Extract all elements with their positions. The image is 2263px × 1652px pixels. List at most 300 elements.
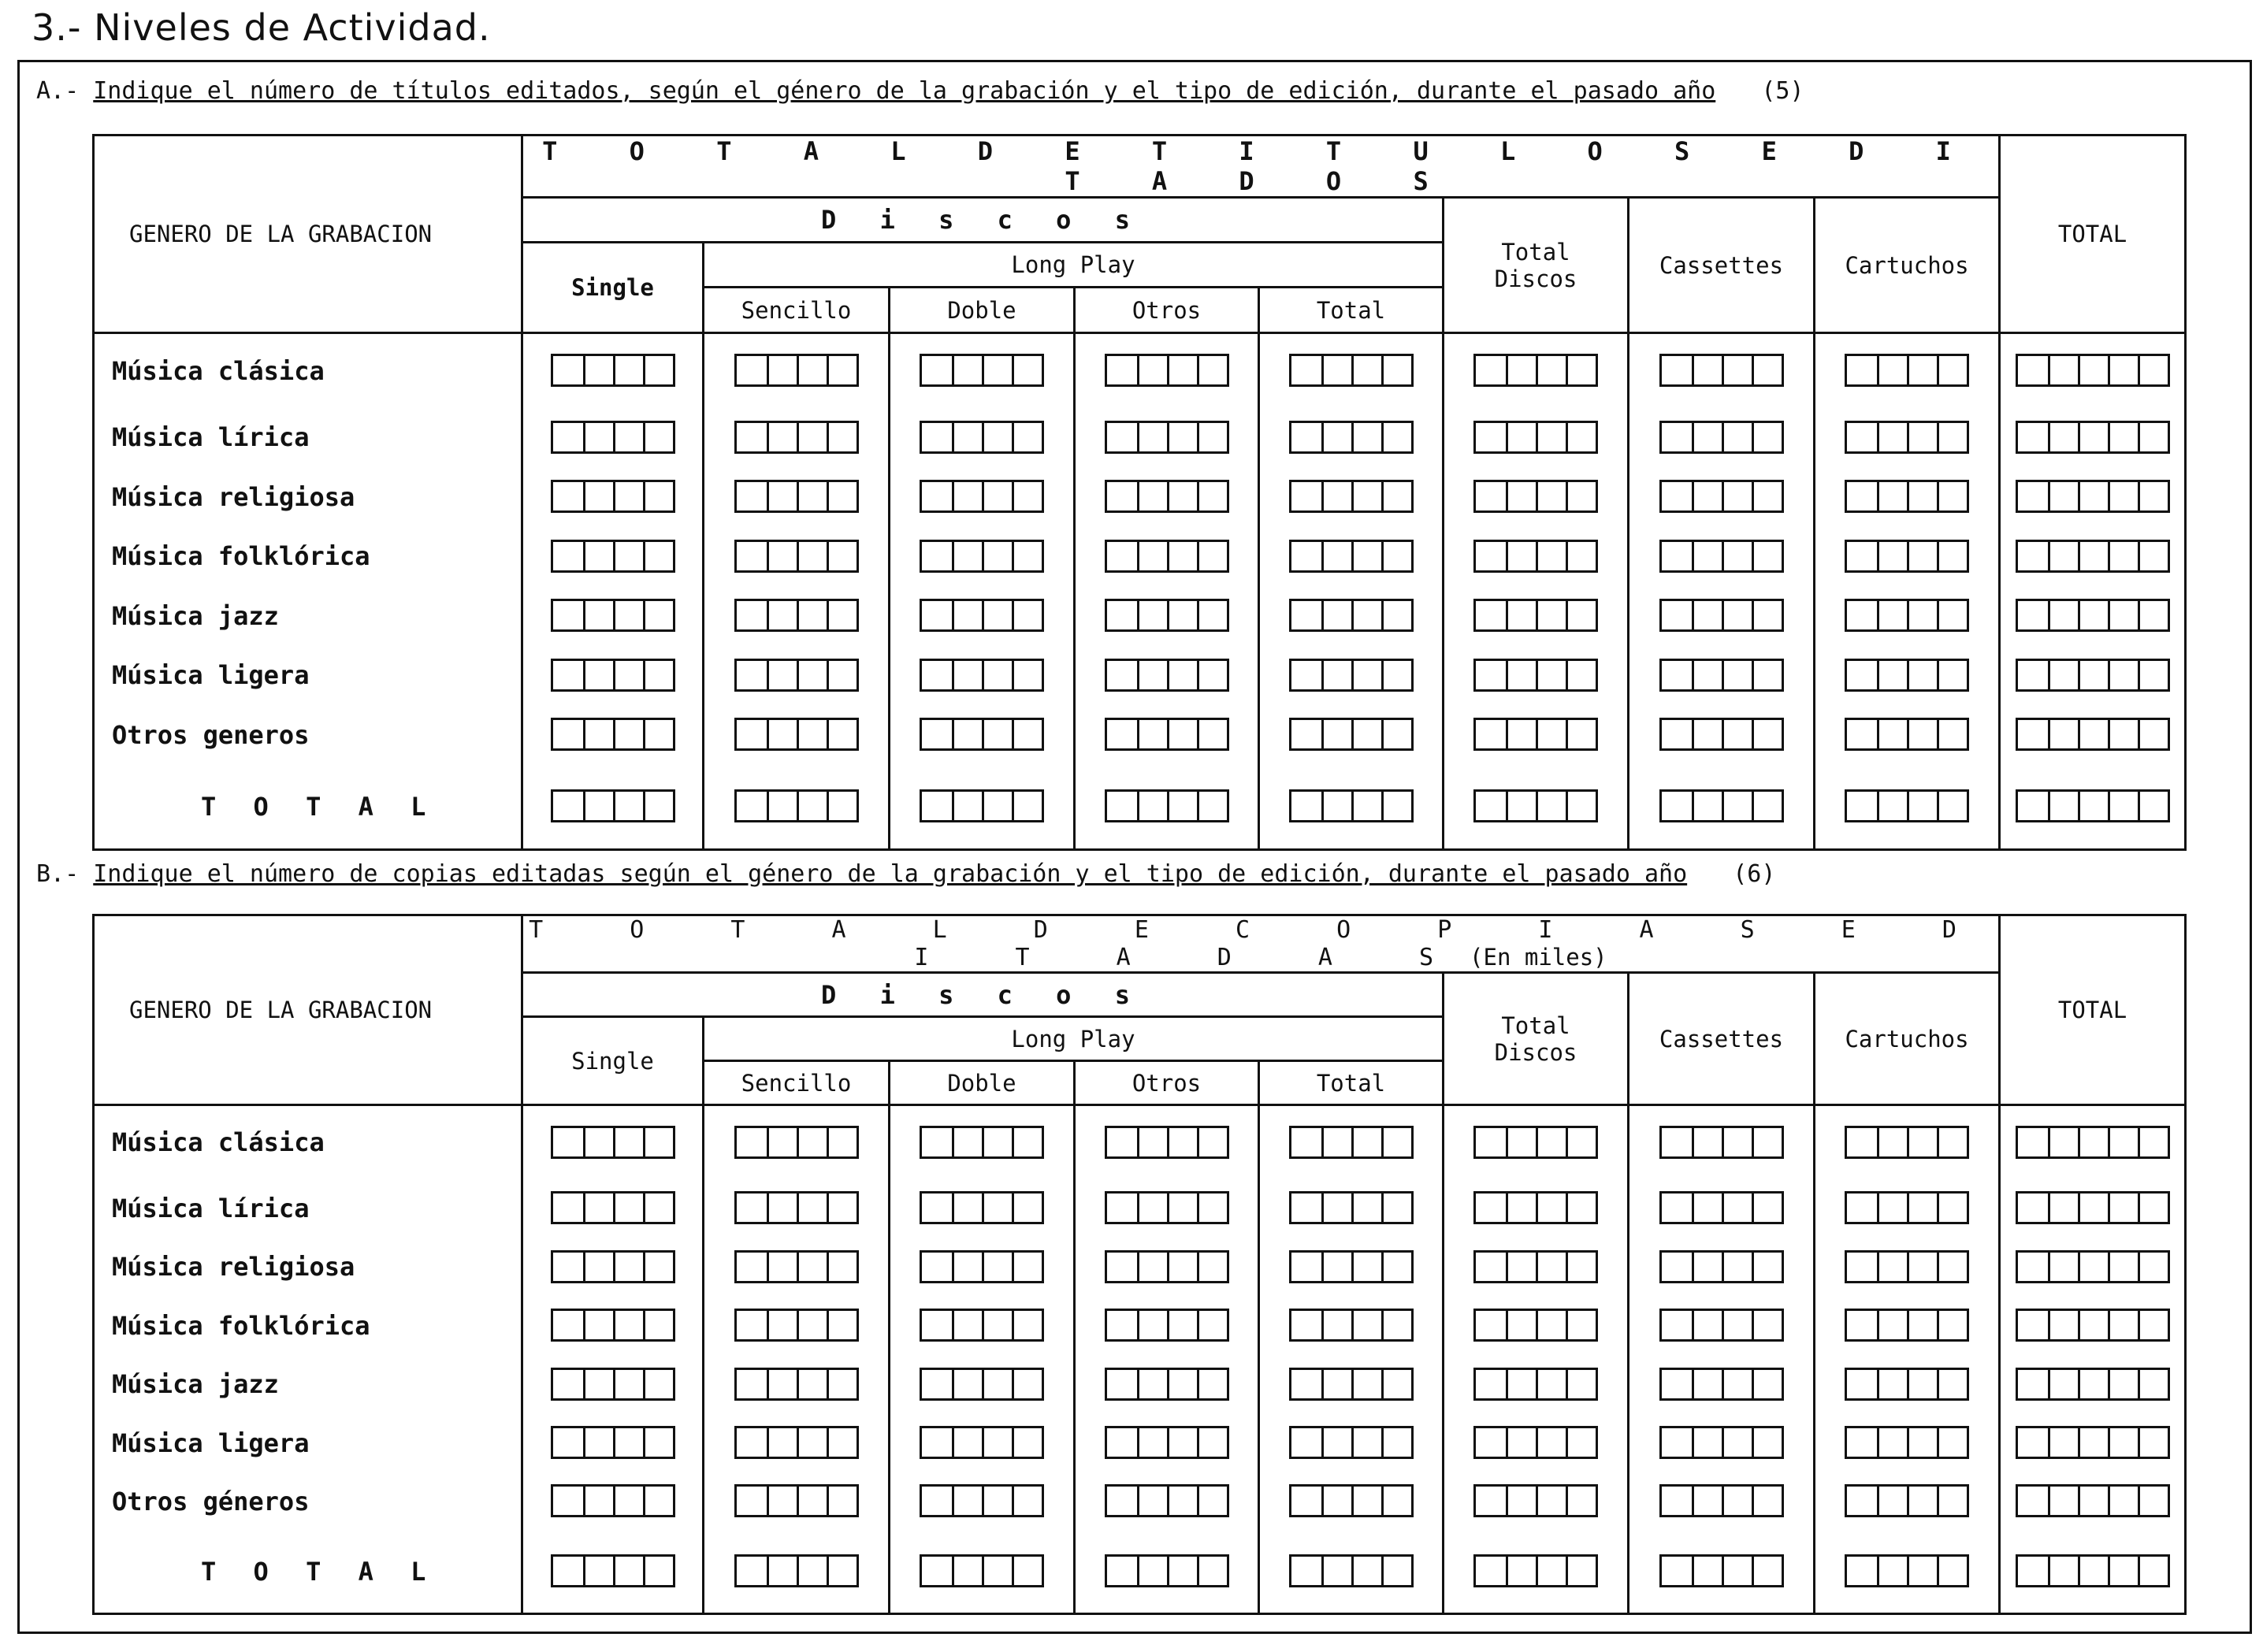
digit-box[interactable]	[1566, 423, 1596, 451]
digit-boxes[interactable]	[551, 1554, 675, 1587]
digit-box[interactable]	[767, 601, 797, 629]
digit-boxes[interactable]	[920, 599, 1044, 632]
digit-box[interactable]	[1662, 1194, 1692, 1222]
digit-box[interactable]	[1506, 1253, 1536, 1281]
digit-box[interactable]	[2138, 720, 2168, 748]
digit-box[interactable]	[1847, 1128, 1877, 1156]
digit-box[interactable]	[2138, 1487, 2168, 1515]
digit-box[interactable]	[952, 423, 982, 451]
digit-boxes[interactable]	[1105, 718, 1229, 751]
digit-boxes[interactable]	[1659, 599, 1784, 632]
digit-boxes[interactable]	[1659, 718, 1784, 751]
digit-box[interactable]	[643, 1128, 673, 1156]
digit-boxes[interactable]	[1473, 1554, 1598, 1587]
digit-box[interactable]	[1291, 792, 1321, 820]
digit-box[interactable]	[2078, 1487, 2108, 1515]
digit-box[interactable]	[767, 542, 797, 570]
digit-box[interactable]	[1907, 356, 1937, 384]
digit-boxes[interactable]	[551, 599, 675, 632]
digit-box[interactable]	[737, 482, 767, 510]
digit-box[interactable]	[613, 1128, 643, 1156]
digit-box[interactable]	[2108, 356, 2138, 384]
digit-box[interactable]	[2078, 423, 2108, 451]
digit-box[interactable]	[1167, 601, 1197, 629]
digit-box[interactable]	[1907, 1311, 1937, 1339]
digit-box[interactable]	[1476, 1557, 1506, 1585]
digit-box[interactable]	[2108, 1557, 2138, 1585]
digit-box[interactable]	[1847, 1253, 1877, 1281]
digit-box[interactable]	[737, 1487, 767, 1515]
digit-box[interactable]	[767, 720, 797, 748]
digit-boxes[interactable]	[1105, 659, 1229, 692]
digit-box[interactable]	[1907, 601, 1937, 629]
digit-box[interactable]	[1197, 482, 1227, 510]
digit-box[interactable]	[1107, 1428, 1137, 1457]
digit-box[interactable]	[1722, 482, 1752, 510]
digit-box[interactable]	[1536, 792, 1566, 820]
digit-boxes[interactable]	[2016, 1191, 2170, 1224]
digit-boxes[interactable]	[551, 1309, 675, 1342]
digit-boxes[interactable]	[734, 789, 859, 822]
digit-box[interactable]	[1167, 1487, 1197, 1515]
digit-box[interactable]	[1752, 356, 1782, 384]
digit-box[interactable]	[553, 542, 583, 570]
digit-boxes[interactable]	[1289, 480, 1414, 513]
digit-boxes[interactable]	[551, 480, 675, 513]
digit-box[interactable]	[1937, 542, 1967, 570]
digit-box[interactable]	[1197, 542, 1227, 570]
digit-box[interactable]	[1662, 792, 1692, 820]
digit-box[interactable]	[2048, 1428, 2078, 1457]
digit-boxes[interactable]	[1473, 540, 1598, 573]
digit-box[interactable]	[1137, 1194, 1167, 1222]
digit-box[interactable]	[922, 542, 952, 570]
digit-box[interactable]	[1291, 1487, 1321, 1515]
digit-boxes[interactable]	[1659, 1426, 1784, 1459]
digit-boxes[interactable]	[1105, 789, 1229, 822]
digit-box[interactable]	[922, 356, 952, 384]
digit-box[interactable]	[1107, 356, 1137, 384]
digit-boxes[interactable]	[1289, 718, 1414, 751]
digit-box[interactable]	[1722, 1128, 1752, 1156]
digit-box[interactable]	[1877, 661, 1907, 689]
digit-box[interactable]	[1907, 542, 1937, 570]
digit-box[interactable]	[1722, 1557, 1752, 1585]
digit-box[interactable]	[2018, 661, 2048, 689]
digit-box[interactable]	[1012, 1370, 1042, 1398]
digit-box[interactable]	[1752, 1128, 1782, 1156]
digit-box[interactable]	[583, 482, 613, 510]
digit-box[interactable]	[1847, 1194, 1877, 1222]
digit-box[interactable]	[2048, 1487, 2078, 1515]
digit-box[interactable]	[1351, 1428, 1381, 1457]
digit-box[interactable]	[827, 1253, 857, 1281]
digit-boxes[interactable]	[1845, 718, 1969, 751]
digit-box[interactable]	[553, 792, 583, 820]
digit-box[interactable]	[643, 542, 673, 570]
digit-box[interactable]	[2048, 1128, 2078, 1156]
digit-box[interactable]	[1536, 356, 1566, 384]
digit-box[interactable]	[1692, 792, 1722, 820]
digit-boxes[interactable]	[734, 659, 859, 692]
digit-boxes[interactable]	[551, 421, 675, 454]
digit-box[interactable]	[1566, 1194, 1596, 1222]
digit-box[interactable]	[1351, 1487, 1381, 1515]
digit-box[interactable]	[1107, 1194, 1137, 1222]
digit-boxes[interactable]	[1473, 354, 1598, 387]
digit-boxes[interactable]	[920, 480, 1044, 513]
digit-box[interactable]	[1137, 792, 1167, 820]
digit-box[interactable]	[1877, 601, 1907, 629]
digit-box[interactable]	[583, 1253, 613, 1281]
digit-boxes[interactable]	[1289, 1368, 1414, 1401]
digit-box[interactable]	[1476, 1370, 1506, 1398]
digit-box[interactable]	[643, 423, 673, 451]
digit-box[interactable]	[2018, 1370, 2048, 1398]
digit-box[interactable]	[1291, 661, 1321, 689]
digit-box[interactable]	[2108, 1487, 2138, 1515]
digit-box[interactable]	[1167, 1128, 1197, 1156]
digit-box[interactable]	[1752, 661, 1782, 689]
digit-box[interactable]	[613, 1428, 643, 1457]
digit-box[interactable]	[1381, 542, 1411, 570]
digit-box[interactable]	[1536, 601, 1566, 629]
digit-box[interactable]	[1167, 1311, 1197, 1339]
digit-box[interactable]	[613, 1487, 643, 1515]
digit-box[interactable]	[1321, 1128, 1351, 1156]
digit-box[interactable]	[553, 1311, 583, 1339]
digit-box[interactable]	[922, 792, 952, 820]
digit-box[interactable]	[1877, 792, 1907, 820]
digit-box[interactable]	[1012, 542, 1042, 570]
digit-box[interactable]	[1566, 1487, 1596, 1515]
digit-box[interactable]	[553, 1194, 583, 1222]
digit-box[interactable]	[1752, 792, 1782, 820]
digit-box[interactable]	[1197, 1128, 1227, 1156]
digit-boxes[interactable]	[1659, 480, 1784, 513]
digit-box[interactable]	[1566, 1311, 1596, 1339]
digit-box[interactable]	[1351, 1194, 1381, 1222]
digit-box[interactable]	[1907, 661, 1937, 689]
digit-box[interactable]	[1536, 1428, 1566, 1457]
digit-box[interactable]	[1012, 482, 1042, 510]
digit-box[interactable]	[737, 601, 767, 629]
digit-box[interactable]	[1937, 1194, 1967, 1222]
digit-boxes[interactable]	[551, 1250, 675, 1283]
digit-box[interactable]	[613, 1370, 643, 1398]
digit-boxes[interactable]	[1105, 1126, 1229, 1159]
digit-box[interactable]	[952, 1557, 982, 1585]
digit-box[interactable]	[922, 423, 952, 451]
digit-box[interactable]	[2108, 542, 2138, 570]
digit-box[interactable]	[1662, 542, 1692, 570]
digit-box[interactable]	[982, 601, 1012, 629]
digit-boxes[interactable]	[2016, 1126, 2170, 1159]
digit-box[interactable]	[922, 1428, 952, 1457]
digit-box[interactable]	[1351, 1311, 1381, 1339]
digit-box[interactable]	[1137, 356, 1167, 384]
digit-box[interactable]	[643, 1370, 673, 1398]
digit-box[interactable]	[1752, 1428, 1782, 1457]
digit-box[interactable]	[952, 1253, 982, 1281]
digit-box[interactable]	[1197, 792, 1227, 820]
digit-box[interactable]	[1137, 1557, 1167, 1585]
digit-box[interactable]	[1197, 661, 1227, 689]
digit-box[interactable]	[1476, 601, 1506, 629]
digit-box[interactable]	[613, 423, 643, 451]
digit-box[interactable]	[1107, 601, 1137, 629]
digit-box[interactable]	[827, 1311, 857, 1339]
digit-boxes[interactable]	[734, 718, 859, 751]
digit-boxes[interactable]	[734, 1191, 859, 1224]
digit-boxes[interactable]	[734, 1126, 859, 1159]
digit-box[interactable]	[1692, 1557, 1722, 1585]
digit-box[interactable]	[1536, 423, 1566, 451]
digit-box[interactable]	[2138, 1128, 2168, 1156]
digit-box[interactable]	[767, 1253, 797, 1281]
digit-boxes[interactable]	[920, 1426, 1044, 1459]
digit-box[interactable]	[1107, 1557, 1137, 1585]
digit-box[interactable]	[767, 792, 797, 820]
digit-box[interactable]	[767, 482, 797, 510]
digit-box[interactable]	[2078, 661, 2108, 689]
digit-box[interactable]	[2018, 720, 2048, 748]
digit-box[interactable]	[952, 1487, 982, 1515]
digit-box[interactable]	[2078, 792, 2108, 820]
digit-box[interactable]	[922, 661, 952, 689]
digit-box[interactable]	[1877, 1370, 1907, 1398]
digit-boxes[interactable]	[1659, 1250, 1784, 1283]
digit-box[interactable]	[2138, 482, 2168, 510]
digit-box[interactable]	[643, 1557, 673, 1585]
digit-box[interactable]	[982, 1194, 1012, 1222]
digit-boxes[interactable]	[1289, 659, 1414, 692]
digit-box[interactable]	[1566, 482, 1596, 510]
digit-box[interactable]	[1847, 1557, 1877, 1585]
digit-box[interactable]	[2018, 792, 2048, 820]
digit-box[interactable]	[827, 1370, 857, 1398]
digit-box[interactable]	[2078, 720, 2108, 748]
digit-box[interactable]	[1012, 661, 1042, 689]
digit-box[interactable]	[1321, 1487, 1351, 1515]
digit-box[interactable]	[1692, 661, 1722, 689]
digit-box[interactable]	[1937, 1370, 1967, 1398]
digit-boxes[interactable]	[2016, 1250, 2170, 1283]
digit-box[interactable]	[922, 482, 952, 510]
digit-box[interactable]	[1476, 1253, 1506, 1281]
digit-box[interactable]	[1137, 1311, 1167, 1339]
digit-boxes[interactable]	[734, 1554, 859, 1587]
digit-box[interactable]	[1476, 1311, 1506, 1339]
digit-boxes[interactable]	[1659, 1309, 1784, 1342]
digit-box[interactable]	[1662, 1253, 1692, 1281]
digit-box[interactable]	[982, 1128, 1012, 1156]
digit-box[interactable]	[1321, 661, 1351, 689]
digit-boxes[interactable]	[1473, 659, 1598, 692]
digit-box[interactable]	[1291, 1311, 1321, 1339]
digit-box[interactable]	[982, 482, 1012, 510]
digit-box[interactable]	[643, 356, 673, 384]
digit-box[interactable]	[2138, 1428, 2168, 1457]
digit-box[interactable]	[2048, 356, 2078, 384]
digit-boxes[interactable]	[1659, 1554, 1784, 1587]
digit-box[interactable]	[2108, 1128, 2138, 1156]
digit-box[interactable]	[1197, 356, 1227, 384]
digit-box[interactable]	[1107, 1253, 1137, 1281]
digit-box[interactable]	[1137, 1253, 1167, 1281]
digit-box[interactable]	[1381, 356, 1411, 384]
digit-box[interactable]	[1137, 1428, 1167, 1457]
digit-box[interactable]	[1752, 1253, 1782, 1281]
digit-box[interactable]	[1752, 1311, 1782, 1339]
digit-box[interactable]	[1381, 661, 1411, 689]
digit-boxes[interactable]	[1659, 540, 1784, 573]
digit-boxes[interactable]	[1659, 659, 1784, 692]
digit-box[interactable]	[583, 542, 613, 570]
digit-box[interactable]	[1692, 1370, 1722, 1398]
digit-box[interactable]	[613, 720, 643, 748]
digit-box[interactable]	[2018, 423, 2048, 451]
digit-boxes[interactable]	[1105, 540, 1229, 573]
digit-box[interactable]	[1847, 482, 1877, 510]
digit-box[interactable]	[982, 661, 1012, 689]
digit-boxes[interactable]	[1473, 599, 1598, 632]
digit-box[interactable]	[827, 542, 857, 570]
digit-box[interactable]	[1907, 720, 1937, 748]
digit-box[interactable]	[2018, 1194, 2048, 1222]
digit-box[interactable]	[1566, 1557, 1596, 1585]
digit-box[interactable]	[1722, 542, 1752, 570]
digit-box[interactable]	[1692, 1487, 1722, 1515]
digit-box[interactable]	[1197, 1370, 1227, 1398]
digit-box[interactable]	[2078, 1311, 2108, 1339]
digit-box[interactable]	[827, 601, 857, 629]
digit-box[interactable]	[2108, 601, 2138, 629]
digit-box[interactable]	[643, 601, 673, 629]
digit-box[interactable]	[2078, 356, 2108, 384]
digit-box[interactable]	[1907, 1253, 1937, 1281]
digit-box[interactable]	[1321, 720, 1351, 748]
digit-box[interactable]	[767, 661, 797, 689]
digit-boxes[interactable]	[1105, 1191, 1229, 1224]
digit-box[interactable]	[2018, 482, 2048, 510]
digit-box[interactable]	[1197, 1557, 1227, 1585]
digit-box[interactable]	[2018, 601, 2048, 629]
digit-box[interactable]	[2048, 1557, 2078, 1585]
digit-box[interactable]	[1847, 601, 1877, 629]
digit-box[interactable]	[827, 1428, 857, 1457]
digit-box[interactable]	[982, 1487, 1012, 1515]
digit-box[interactable]	[643, 1311, 673, 1339]
digit-boxes[interactable]	[1473, 1309, 1598, 1342]
digit-box[interactable]	[1566, 792, 1596, 820]
digit-boxes[interactable]	[734, 1309, 859, 1342]
digit-box[interactable]	[1381, 1557, 1411, 1585]
digit-boxes[interactable]	[1845, 480, 1969, 513]
digit-box[interactable]	[737, 1428, 767, 1457]
digit-box[interactable]	[1692, 542, 1722, 570]
digit-box[interactable]	[1536, 661, 1566, 689]
digit-boxes[interactable]	[2016, 540, 2170, 573]
digit-box[interactable]	[737, 1311, 767, 1339]
digit-box[interactable]	[1692, 601, 1722, 629]
digit-box[interactable]	[613, 661, 643, 689]
digit-box[interactable]	[1167, 1370, 1197, 1398]
digit-box[interactable]	[1381, 1194, 1411, 1222]
digit-box[interactable]	[1877, 1128, 1907, 1156]
digit-box[interactable]	[952, 1311, 982, 1339]
digit-box[interactable]	[1476, 1487, 1506, 1515]
digit-boxes[interactable]	[1289, 1554, 1414, 1587]
digit-box[interactable]	[1107, 542, 1137, 570]
digit-box[interactable]	[2138, 1370, 2168, 1398]
digit-boxes[interactable]	[551, 540, 675, 573]
digit-box[interactable]	[982, 1311, 1012, 1339]
digit-box[interactable]	[1321, 1311, 1351, 1339]
digit-box[interactable]	[2018, 1557, 2048, 1585]
digit-box[interactable]	[1536, 1194, 1566, 1222]
digit-boxes[interactable]	[1105, 1426, 1229, 1459]
digit-box[interactable]	[2048, 792, 2078, 820]
digit-box[interactable]	[1937, 1128, 1967, 1156]
digit-box[interactable]	[1167, 423, 1197, 451]
digit-box[interactable]	[1536, 1253, 1566, 1281]
digit-box[interactable]	[1877, 1194, 1907, 1222]
digit-box[interactable]	[2048, 1311, 2078, 1339]
digit-box[interactable]	[1167, 1253, 1197, 1281]
digit-box[interactable]	[1137, 1128, 1167, 1156]
digit-box[interactable]	[2138, 601, 2168, 629]
digit-box[interactable]	[1107, 423, 1137, 451]
digit-boxes[interactable]	[734, 1484, 859, 1517]
digit-box[interactable]	[1197, 1194, 1227, 1222]
digit-box[interactable]	[1662, 661, 1692, 689]
digit-box[interactable]	[797, 542, 827, 570]
digit-box[interactable]	[767, 1428, 797, 1457]
digit-box[interactable]	[1907, 1487, 1937, 1515]
digit-box[interactable]	[1351, 1253, 1381, 1281]
digit-box[interactable]	[1506, 720, 1536, 748]
digit-box[interactable]	[1566, 601, 1596, 629]
digit-box[interactable]	[1167, 1557, 1197, 1585]
digit-box[interactable]	[952, 542, 982, 570]
digit-box[interactable]	[737, 1557, 767, 1585]
digit-box[interactable]	[1937, 1428, 1967, 1457]
digit-box[interactable]	[1012, 1311, 1042, 1339]
digit-box[interactable]	[1877, 482, 1907, 510]
digit-box[interactable]	[1937, 1311, 1967, 1339]
digit-boxes[interactable]	[920, 421, 1044, 454]
digit-box[interactable]	[797, 356, 827, 384]
digit-box[interactable]	[1137, 661, 1167, 689]
digit-box[interactable]	[1291, 423, 1321, 451]
digit-box[interactable]	[1847, 356, 1877, 384]
digit-box[interactable]	[1662, 356, 1692, 384]
digit-box[interactable]	[1692, 1128, 1722, 1156]
digit-box[interactable]	[553, 1487, 583, 1515]
digit-box[interactable]	[1877, 1311, 1907, 1339]
digit-box[interactable]	[1566, 1428, 1596, 1457]
digit-box[interactable]	[1476, 423, 1506, 451]
digit-boxes[interactable]	[734, 1426, 859, 1459]
digit-boxes[interactable]	[1473, 1191, 1598, 1224]
digit-box[interactable]	[1662, 1557, 1692, 1585]
digit-box[interactable]	[1107, 1370, 1137, 1398]
digit-boxes[interactable]	[1659, 1368, 1784, 1401]
digit-box[interactable]	[613, 1194, 643, 1222]
digit-box[interactable]	[1536, 1370, 1566, 1398]
digit-box[interactable]	[737, 720, 767, 748]
